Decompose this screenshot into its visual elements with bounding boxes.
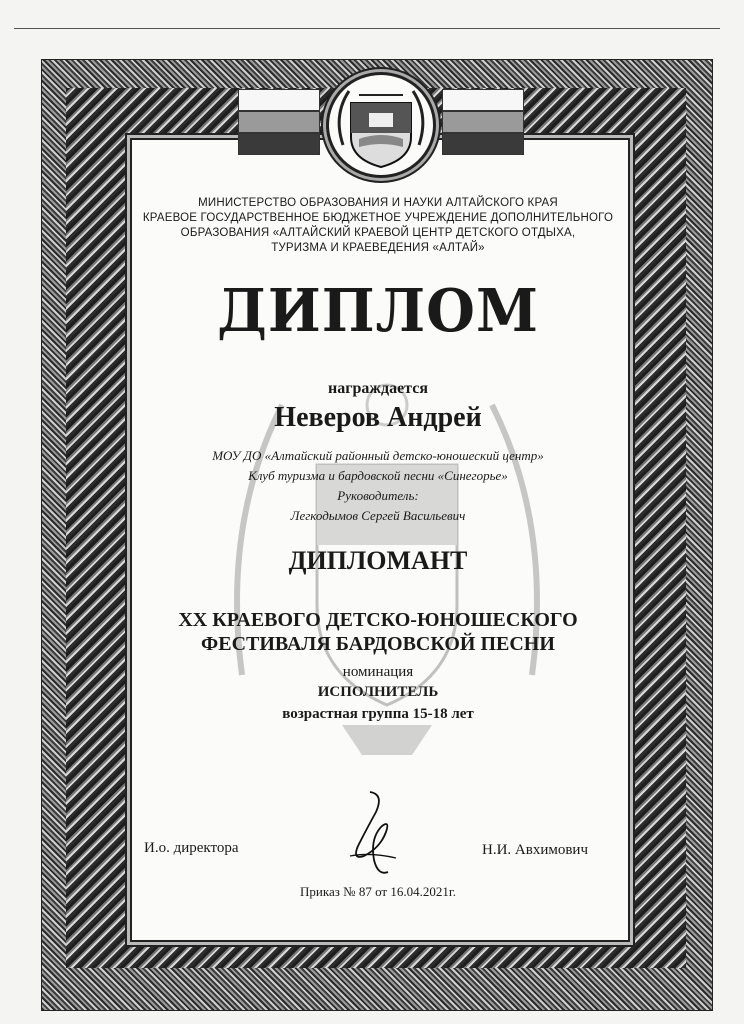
nomination-value: ИСПОЛНИТЕЛЬ <box>317 684 439 700</box>
emblem-header <box>238 75 524 167</box>
award-degree: ДИПЛОМАНТ <box>288 546 468 575</box>
nomination-label: номинация <box>342 664 414 680</box>
signature-icon <box>340 786 410 882</box>
signatory-position: И.о. директора <box>144 840 239 856</box>
festival-line: XX КРАЕВОГО ДЕТСКО-ЮНОШЕСКОГО <box>178 609 578 631</box>
festival-line: ФЕСТИВАЛЯ БАРДОВСКОЙ ПЕСНИ <box>201 633 555 655</box>
club-line: Клуб туризма и бардовской песни «Синегорье» <box>248 468 508 483</box>
signatory-name: Н.И. Авхимович <box>482 842 589 858</box>
issuer-header <box>100 196 656 256</box>
order-reference: Приказ № 87 от 16.04.2021г. <box>300 884 456 899</box>
institution-line: ОБРАЗОВАНИЯ «АЛТАЙСКИЙ КРАЕВОЙ ЦЕНТР ДЕТСКОГО ОТДЫХА, <box>180 227 576 239</box>
supervisor-name: Легкодымов Сергей Васильевич <box>290 508 466 523</box>
altai-krai-coat-of-arms-icon <box>329 75 433 175</box>
organization-line: МОУ ДО «Алтайский районный детско-юношеский центр» <box>212 448 544 463</box>
flag-icon <box>238 89 320 151</box>
scan-edge-line <box>14 28 720 29</box>
institution-line: ТУРИЗМА И КРАЕВЕДЕНИЯ «АЛТАЙ» <box>271 242 485 254</box>
document-title: ДИПЛОМ <box>217 276 539 346</box>
institution-line: КРАЕВОЕ ГОСУДАРСТВЕННОЕ БЮДЖЕТНОЕ УЧРЕЖДЕНИЕ ДОПОЛНИТЕЛЬНОГО <box>142 212 614 224</box>
festival-name <box>100 608 656 656</box>
supervisor-label: Руководитель: <box>337 488 419 503</box>
recipient-organization <box>100 446 656 526</box>
ministry-line: МИНИСТЕРСТВО ОБРАЗОВАНИЯ И НАУКИ АЛТАЙСКОГО КРАЯ <box>198 197 558 209</box>
awarded-label: награждается <box>328 380 428 397</box>
flag-icon <box>442 89 524 151</box>
recipient-name: Неверов Андрей <box>274 402 482 433</box>
age-group: возрастная группа 15-18 лет <box>282 706 474 722</box>
